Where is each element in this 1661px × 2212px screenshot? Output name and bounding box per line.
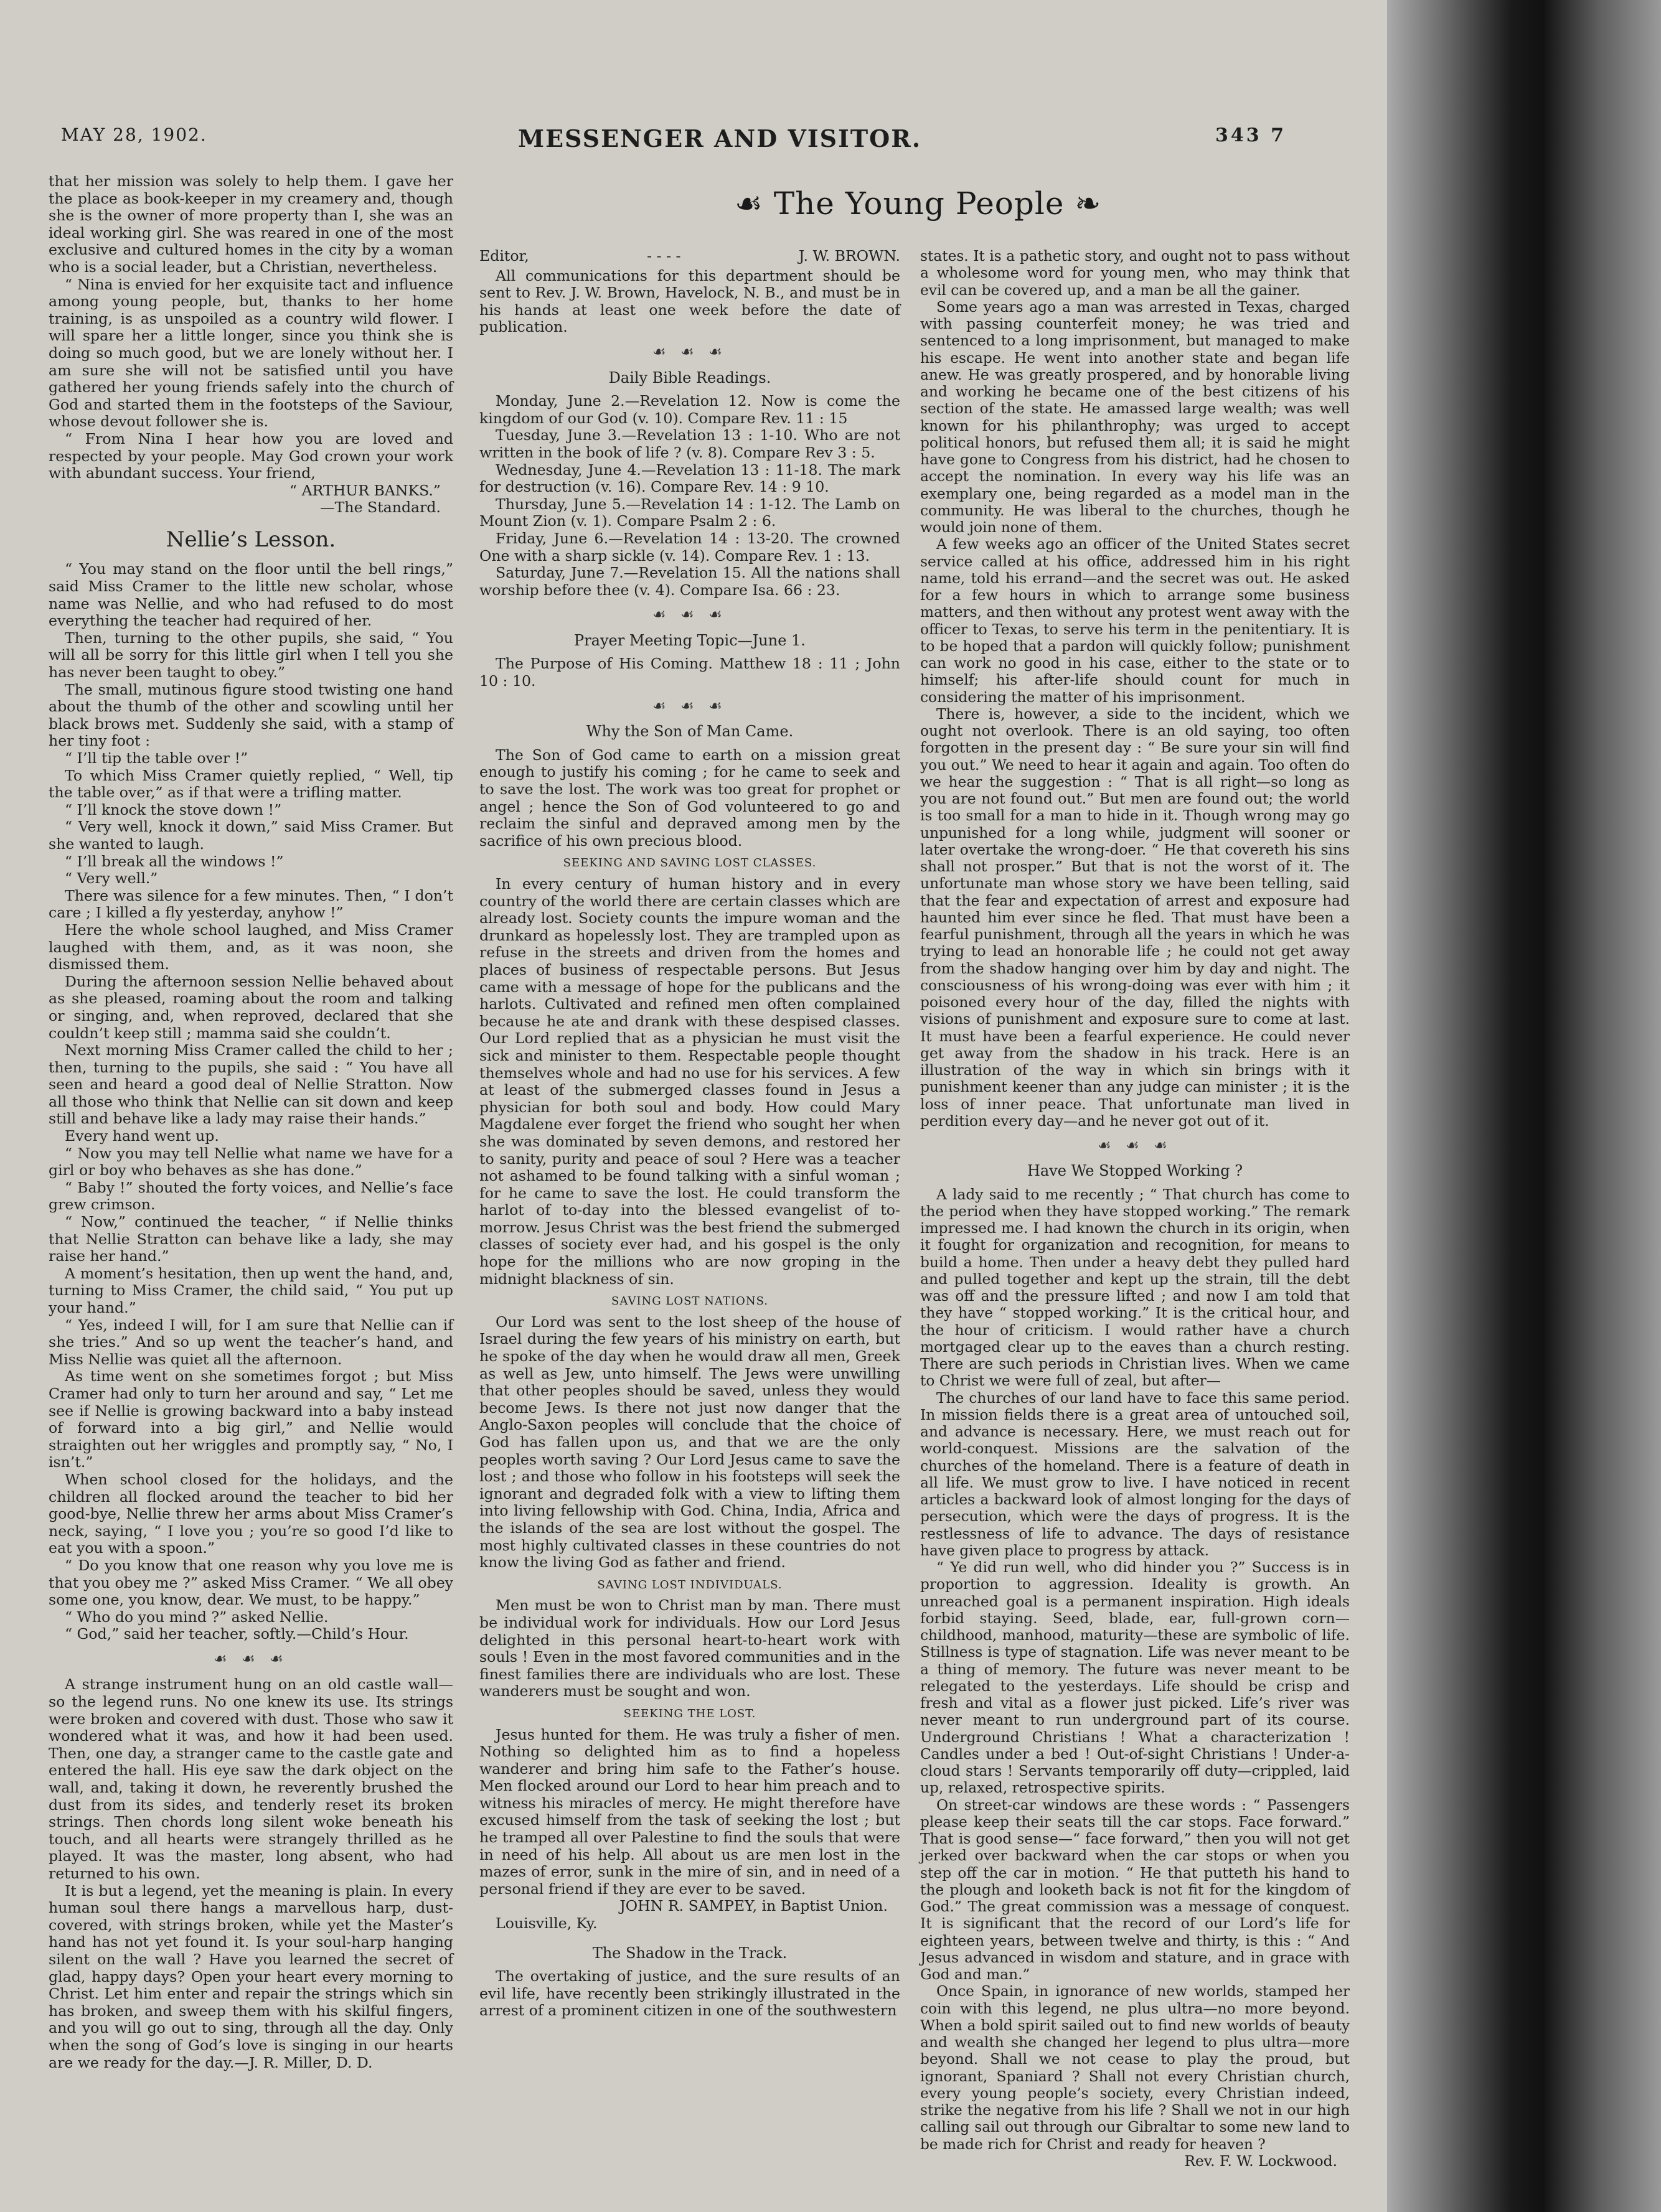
subheading: SAVING LOST INDIVIDUALS. <box>597 1578 783 1591</box>
article-paragraph: “ I’ll break all the windows !” <box>65 852 284 870</box>
letter-paragraph: “ Nina is envied for her exquisite tact and influence among young people, but, thanks to her home training, is as unspoiled as a country wild flower. I will spare her a little longer, since you think she is doing so much good, but we are lonely without her. I am sure she will not be satisfied until you have gathered her young friends safely into the church of God and started them in the footsteps of the Saviour, whose devout follower she is. <box>49 275 453 431</box>
bible-reading: Wednesday, June 4.—Revelation 13 : 11-18. The mark for destruction (v. 16). Compare Rev. 14 : 9 10. <box>479 461 900 496</box>
article-signature: Rev. F. W. Lockwood. <box>1184 2152 1337 2170</box>
department-intro: All communications for this department should be sent to Rev. J. W. Brown, Havelock, N. B., and must be in his hands at least one week before the date of publication. <box>479 266 900 336</box>
article-paragraph: The small, mutinous figure stood twisting one hand about the thumb of the other and scowling until her black brows met. Suddenly she said, with a stamp of her tiny foot : <box>49 680 453 750</box>
editor-line <box>479 248 900 265</box>
editor-dashes: - - - - <box>647 247 681 265</box>
bible-reading: Saturday, June 7.—Revelation 15. All the nations shall worship before thee (v. 4). Compare Isa. 66 : 23. <box>479 564 900 599</box>
article-title-shadow-track: The Shadow in the Track. <box>592 1944 788 1962</box>
article-paragraph: “ Now you may tell Nellie what name we have for a girl or boy who behaves as she has done.” <box>49 1144 453 1179</box>
article-paragraph: When school closed for the holidays, and the children all flocked around the teacher to bid her good-bye, Nellie threw her arms about Miss Cramer’s neck, saying, “ I love you ; you’re so good I’d like to eat you with a spoon.” <box>49 1470 453 1557</box>
article-paragraph: “ I’ll tip the table over !” <box>65 749 248 767</box>
letter-source: —The Standard. <box>320 499 441 517</box>
article-paragraph: As time went on she sometimes forgot ; but Miss Cramer had only to turn her around and say, “ Let me see if Nellie is growing backward into a baby instead of forward into a big girl,” and Nellie would straighten out her wriggles and promptly say, “ No, I isn’t.” <box>49 1367 453 1471</box>
article-paragraph: Some years ago a man was arrested in Texas, charged with passing counterfeit money; he was tried and sentenced to a long imprisonment, but managed to make his escape. He went into another state and began life anew. He was greatly prospered, and by honorable living and working he became one of the best citizens of his section of the state. He amassed large wealth; was well known for his philanthrophy; was urged to accept political honors, but refused them all; it is said he might have gone to Congress from his district, had he chosen to accept the nomination. In every way his life was an exemplary one, being regarded as a model man in the community. He was liberal to the churches, though he would join none of them. <box>920 298 1350 536</box>
article-paragraph: Every hand went up. <box>65 1127 219 1145</box>
article-paragraph: “ Baby !” shouted the forty voices, and Nellie’s face grew crimson. <box>49 1178 453 1214</box>
letter-paragraph: “ From Nina I hear how you are loved and respected by your people. May God crown your work with abundant success. Your friend, <box>49 429 453 482</box>
article-paragraph: Men must be won to Christ man by man. There must be individual work for individuals. How our Lord Jesus delighted in this personal heart-to-heart work with souls ! Even in the most favored communities and in the finest families there are individuals who are lost. These wanderers must be sought and won. <box>479 1596 900 1700</box>
subheading: SEEKING THE LOST. <box>623 1707 756 1720</box>
article-paragraph: Then, turning to the other pupils, she said, “ You will all be sorry for this little girl when I tell you she has never been taught to obey.” <box>49 629 453 682</box>
article-title-why-son-came: Why the Son of Man Came. <box>586 723 794 741</box>
article-paragraph: A strange instrument hung on an old castle wall—so the legend runs. No one knew its use. Its strings were broken and covered with dust. Those who saw it wondered what it was, and how it had been used. Then, one day, a stranger came to the castle gate and entered the hall. His eye saw the dark object on the wall, and, taking it down, he reverently brushed the dust from its sides, and tenderly reset its broken strings. Then chords long silent woke beneath his touch, and all hearts were strangely thrilled as he played. It was the master, long absent, who had returned to his own. <box>49 1675 453 1882</box>
ornament-divider: ☙ ☙ ☙ <box>652 606 727 624</box>
ornament-divider: ☙ ☙ ☙ <box>652 696 727 715</box>
prayer-meeting-topic: The Purpose of His Coming. Matthew 18 : 11 ; John 10 : 10. <box>479 655 900 690</box>
prayer-meeting-title: Prayer Meeting Topic—June 1. <box>574 631 806 649</box>
article-place: Louisville, Ky. <box>496 1914 598 1933</box>
article-paragraph: A few weeks ago an officer of the United States secret service called at his office, addressed him in his right name, told his errand—and the secret was out. He asked for a few hours in which to arrange some business matters, and then without any protest went away with the officer to Texas, to serve his term in the penitentiary. It is to be hoped that a pardon will quickly follow; punishment can work no good in his case, either to the state or to himself; his after-life should count for much in considering the matter of his imprisonment. <box>920 536 1350 706</box>
article-paragraph: Here the whole school laughed, and Miss Cramer laughed with them, and, as it was noon, she dismissed them. <box>49 921 453 973</box>
article-paragraph: During the afternoon session Nellie behaved about as she pleased, roaming about the room and talking or singing, and, when reproved, declared that she couldn’t keep still ; mamma said she couldn’t. <box>49 972 453 1042</box>
header-title: MESSENGER AND VISITOR. <box>518 124 922 152</box>
article-paragraph: “ Yes, indeed I will, for I am sure that Nellie can if she tries.” And so up went the teacher’s hand, and Miss Nellie was quiet all the afternoon. <box>49 1316 453 1368</box>
column-2 <box>479 248 900 2020</box>
article-paragraph: The churches of our land have to face this same period. In mission fields there is a great area of untouched soil, and advance is necessary. Here, we must reach out for world-conquest. Missions are the salvation of the churches of the homeland. There is a feature of death in all life. We must grow to live. I have noticed in recent articles a backward look of almost longing for the days of persecution, which were the days of progress. It is the restlessness of life to advance. The days of resistance have given place to progress by attack. <box>920 1389 1350 1559</box>
article-paragraph: “ God,” said her teacher, softly.—Child’s Hour. <box>65 1625 409 1643</box>
article-paragraph: “ I’ll knock the stove down !” <box>65 800 282 818</box>
article-paragraph: There was silence for a few minutes. Then, “ I don’t care ; I killed a fly yesterday, anyhow !” <box>49 886 453 922</box>
article-paragraph: On street-car windows are these words : “ Passengers please keep their seats till the car stops. Face forward.” That is good sense—“ face forward,” then you will not get jerked over backward when the car stops or when you step off the car in motion. “ He that putteth his hand to the plough and looketh back is not fit for the kingdom of God.” The great commission was a message of conquest. It is significant that the record of our Lord’s life for eighteen years, between twelve and thirty, is this : “ And Jesus advanced in wisdom and stature, and in grace with God and man.” <box>920 1796 1350 1983</box>
article-paragraph: Our Lord was sent to the lost sheep of the house of Israel during the few years of his ministry on earth, but he spoke of the day when he would draw all men, Greek as well as Jew, unto himself. The Jews were unwilling that other peoples should be saved, unless they would become Jews. Is there not just now danger that the Anglo-Saxon peoples will conclude that the choice of God has fallen upon us, and that we are the only peoples worth saving ? Our Lord Jesus came to save the lost ; and those who follow in his footsteps will seek the ignorant and degraded folk with a view to lifting them into living fellowship with God. China, India, Africa and the islands of the sea are lost without the gospel. The most highly cultivated classes in these countries do not know the living God as father and friend. <box>479 1313 900 1572</box>
article-paragraph: A lady said to me recently ; “ That church has come to the period when they have stopped working.” The remark impressed me. I had known the church in its origin, when it fought for organization and recognition, for means to build a home. Then under a heavy debt they pulled hard and pulled together and kept up the strain, till the debt was off and the pressure lifted ; and now I am told that they have “ stopped working.” It is the critical hour, and the hour of criticism. I would rather have a church mortgaged clear up to the eaves than a church resting. There are such periods in Christian lives. When we came to Christ we were full of zeal, but after— <box>920 1186 1350 1390</box>
fleuron-left-icon: ☙ <box>735 185 774 222</box>
article-paragraph: It is but a legend, yet the meaning is plain. In every human soul there hangs a marvellous harp, dust-covered, with strings broken, while yet the Master’s hand has not yet found it. Is your soul-harp hanging silent on the wall ? Have you learned the secret of glad, happy days? Open your heart every morning to Christ. Let him enter and repair the strings which sin has broken, and sweep them with his skilful fingers, and you will go out to sing, through all the day. Only when the song of God’s love is singing in our hearts are we ready for the day.—J. R. Miller, D. D. <box>49 1882 453 2071</box>
bible-reading: Tuesday, June 3.—Revelation 13 : 1-10. Who are not written in the book of life ? (v. 8). Compare Rev 3 : 5. <box>479 426 900 461</box>
article-signature: JOHN R. SAMPEY, in Baptist Union. <box>619 1897 888 1915</box>
article-paragraph: In every century of human history and in every country of the world there are certain classes which are already lost. Society counts the impure woman and the drunkard as hopelessly lost. They are trampled upon as refuse in the streets and driven from the homes and places of business of respectable persons. But Jesus came with a message of hope for the publicans and the harlots. Cultivated and refined men often complained because he ate and drank with these despised classes. Our Lord replied that as a physician he must visit the sick and minister to them. Respectable people thought themselves whole and had no use for his services. A few at least of the submerged classes found in Jesus a physician for both soul and body. How could Mary Magdalene ever forget the friend who sought her when she was dominated by seven demons, and restored her to sanity, purity and peace of soul ? Here was a teacher not ashamed to be found talking with a sinful woman ; for he came to save the lost. He could transform the harlot of to-day into the blessed evangelist of to-morrow. Jesus Christ was the best friend the submerged classes of society ever had, and his gospel is the only hope for the millions who are now groping in the midnight blackness of sin. <box>479 875 900 1288</box>
ornament-divider: ☙ ☙ ☙ <box>1098 1136 1172 1154</box>
article-paragraph: “ Who do you mind ?” asked Nellie. <box>65 1608 329 1626</box>
article-title-stopped-working: Have We Stopped Working ? <box>1027 1162 1243 1180</box>
article-paragraph: states. It is a pathetic story, and ought not to pass without a wholesome word for young men, who may think that evil can be covered up, and a man be all the gainer. <box>920 248 1350 299</box>
editor-label: Editor, <box>479 247 529 265</box>
article-title-nellies-lesson: Nellie’s Lesson. <box>166 527 336 552</box>
section-title: ☙ The Young People ❧ <box>735 185 1102 222</box>
ornament-divider: ☙ ☙ ☙ <box>214 1649 288 1667</box>
article-paragraph: The Son of God came to earth on a mission great enough to justify his coming ; for he came to seek and to save the lost. The work was too great for prophet or angel ; hence the Son of God volunteered to go and reclaim the sinful and depraved among men by the sacrifice of his own precious blood. <box>479 746 900 850</box>
article-paragraph: “ You may stand on the floor until the bell rings,” said Miss Cramer to the little new scholar, whose name was Nellie, and who had refused to do most everything the teacher had required of her. <box>49 560 453 630</box>
bible-reading: Thursday, June 5.—Revelation 14 : 1-12. The Lamb on Mount Zion (v. 1). Compare Psalm 2 : 6. <box>479 495 900 530</box>
ornament-divider: ☙ ☙ ☙ <box>652 342 727 360</box>
article-paragraph: Jesus hunted for them. He was truly a fisher of men. Nothing so delighted him as to find a hopeless wanderer and bring him safe to the Father’s house. Men flocked around our Lord to hear him preach and to witness his miracles of mercy. He might therefore have excused himself from the task of seeking the lost ; but he tramped all over Palestine to find the souls that were in need of his help. All about us are men lost in the mazes of error, sunk in the mire of sin, and in need of a personal friend if they are ever to be saved. <box>479 1725 900 1898</box>
letter-paragraph: that her mission was solely to help them. I gave her the place as book-keeper in my creamery and, though she is the owner of more property than I, she was an ideal working girl. She was reared in one of the most exclusive and cultured homes in the city by a woman who is a social leader, but a Christian, nevertheless. <box>49 172 453 276</box>
subheading: SAVING LOST NATIONS. <box>611 1295 768 1308</box>
article-paragraph: To which Miss Cramer quietly replied, “ Well, tip the table over,” as if that were a trifling matter. <box>49 766 453 802</box>
article-paragraph: A moment’s hesitation, then up went the hand, and, turning to Miss Cramer, the child said, “ You put up your hand.” <box>49 1264 453 1316</box>
bible-reading: Friday, June 6.—Revelation 14 : 13-20. The crowned One with a sharp sickle (v. 14). Compare Rev. 1 : 13. <box>479 529 900 565</box>
article-paragraph: The overtaking of justice, and the sure results of an evil life, have recently been strikingly illustrated in the arrest of a prominent citizen in one of the southwestern <box>479 1967 900 2020</box>
letter-signature: “ ARTHUR BANKS.” <box>289 481 441 499</box>
header-date: MAY 28, 1902. <box>61 124 207 145</box>
article-paragraph: “ Ye did run well, who did hinder you ?” Success is in proportion to aggression. Ideality is growth. An unreached goal is a permanent inspiration. High ideals forbid staying. Seed, blade, ear, full-grown corn—childhood, manhood, maturity—these are symbolic of life. Stillness is type of stagnation. Life was never meant to be a thing of memory. The future was never meant to be relegated to the yesterdays. Life should be crisp and fresh and vital as a flower just picked. Life’s river was never meant to run underground part of its course. Underground Christians ! What a characterization ! Candles under a bed ! Out-of-sight Christians ! Under-a-cloud stars ! Servants temporarily off duty—crippled, laid up, relaxed, retrospective spirits. <box>920 1559 1350 1797</box>
article-paragraph: “ Do you know that one reason why you love me is that you obey me ?” asked Miss Cramer. “ We all obey some one, you know, dear. We must, to be happy.” <box>49 1556 453 1609</box>
fleuron-right-icon: ❧ <box>1064 185 1102 222</box>
article-paragraph: There is, however, a side to the incident, which we ought not overlook. There is an old saying, too often forgotten in the present day : “ Be sure your sin will find you out.” We need to hear it again and again. Too often do we hear the suggestion : “ That is all right—so long as you are not found out.” But men are found out; the world is too small for a man to hide in it. Though wrong may go unpunished for a long while, judgment will sooner or later overtake the wrong-doer. “ He that covereth his sins shall not prosper.” But that is not the worst of it. The unfortunate man whose story we have been telling, said that the fear and expectation of arrest and exposure had haunted him ever since he fled. That must have been a fearful punishment, through all the years in which he was trying to lead an honorable life ; he could not get away from the shadow hanging over him by day and night. The consciousness of his wrong-doing was ever with him ; it poisoned every hour of the day, filled the nights with visions of punishment and exposure sure to come at last. It must have been a fearful experience. He could never get away from the shadow in his track. Here is an illustration of the way in which sin brings with it punishment keener than any judge can minister ; it is the loss of inner peace. That unfortunate man lived in perdition every day—and he never got out of it. <box>920 705 1350 1130</box>
bible-reading: Monday, June 2.—Revelation 12. Now is come the kingdom of our God (v. 10). Compare Rev. 11 : 15 <box>479 392 900 427</box>
readings-title: Daily Bible Readings. <box>608 368 771 387</box>
article-paragraph: “ Very well, knock it down,” said Miss Cramer. But she wanted to laugh. <box>49 818 453 853</box>
book-binding-edge <box>1387 0 1661 2212</box>
column-1 <box>49 173 453 2071</box>
subheading: SEEKING AND SAVING LOST CLASSES. <box>563 856 817 870</box>
article-paragraph: “ Now,” continued the teacher, “ if Nellie thinks that Nellie Stratton can behave like a lady, she may raise her hand.” <box>49 1213 453 1265</box>
article-paragraph: Next morning Miss Cramer called the child to her ; then, turning to the pupils, she said : “ You have all seen and heard a good deal of Nellie Stratton. Now all those who think that Nellie can sit down and keep still and behave like a lady may raise their hands.” <box>49 1041 453 1128</box>
editor-name: J. W. BROWN. <box>798 247 900 265</box>
header-page-number: 343 7 <box>1215 124 1286 146</box>
article-paragraph: “ Very well.” <box>65 869 158 888</box>
column-3 <box>920 248 1350 2170</box>
article-paragraph: Once Spain, in ignorance of new worlds, stamped her coin with this legend, ne plus ultra—no more beyond. When a bold spirit sailed out to find new worlds of beauty and wealth she changed her legend to plus ultra—more beyond. Shall we not cease to play the proud, but ignorant, Spaniard ? Shall not every Christian church, every young people’s society, every Christian indeed, strike the negative from his life ? Shall we not in our high calling sail out through our Gibraltar to some new land to be made rich for Christ and ready for heaven ? <box>920 1983 1350 2153</box>
